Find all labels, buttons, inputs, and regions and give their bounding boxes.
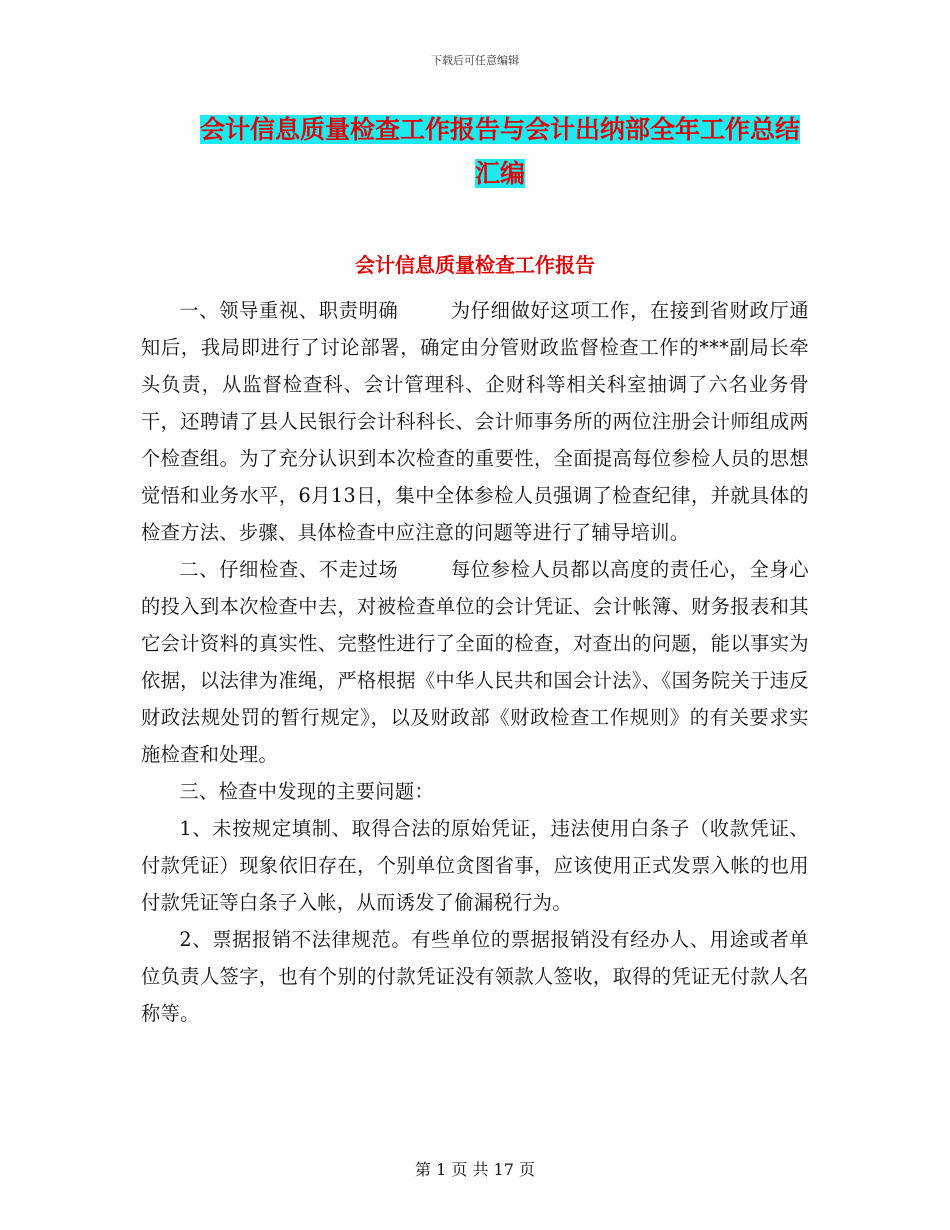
paragraph-1-heading: 一、领导重视、职责明确 [179,299,399,322]
paragraph-5: 2、票据报销不法律规范。有些单位的票据报销没有经办人、用途或者单位负责人签字，也有个别的付款凭证没有领款人签收，取得的凭证无付款人名称等。 [141,928,809,1025]
paragraph-2-text: 每位参检人员都以高度的责任心，全身心的投入到本次检查中去，对被检查单位的会计凭证、会计帐簿、财务报表和其它会计资料的真实性、完整性进行了全面的检查，对查出的问题，能以事实为依据，以法律为准绳，严格根据《中华人民共和国会计法》、《国务院关于违反财政法规处罚的暂行规定》，以及财政部《财政检查工作规则》的有关要求实施检查和处理。 [141,558,809,766]
paragraph-3: 三、检查中发现的主要问题： [179,780,435,803]
paragraph-1 [141,292,809,551]
section-title: 会计信息质量检查工作报告 [355,253,595,277]
header-note: 下载后可任意编辑 [431,54,519,67]
document-title-text: 会计信息质量检查工作报告与会计出纳部全年工作总结汇编 [199,115,800,188]
paragraph-4: 1、未按规定填制、取得合法的原始凭证，违法使用白条子（收款凭证、付款凭证）现象依旧存在，个别单位贪图省事，应该使用正式发票入帐的也用付款凭证等白条子入帐，从而诱发了偷漏税行为。 [141,817,809,914]
page-footer: 第 1 页 共 17 页 [415,1160,535,1179]
paragraph-2-heading: 二、仔细检查、不走过场 [179,558,399,581]
paragraph-1-text: 为仔细做好这项工作，在接到省财政厅通知后，我局即进行了讨论部署，确定由分管财政监督检查工作的***副局长牵头负责，从监督检查科、会计管理科、企财科等相关科室抽调了六名业务骨干，还聘请了县人民银行会计科科长、会计师事务所的两位注册会计师组成两个检查组。为了充分认识到本次检查的重要性，全面提高每位参检人员的思想觉悟和业务水平，6月13日，集中全体参检人员强调了检查纪律，并就具体的检查方法、步骤、具体检查中应注意的问题等进行了辅导培训。 [141,299,809,544]
report-body [141,292,809,1032]
document-title [190,108,810,196]
paragraph-2 [141,551,809,773]
